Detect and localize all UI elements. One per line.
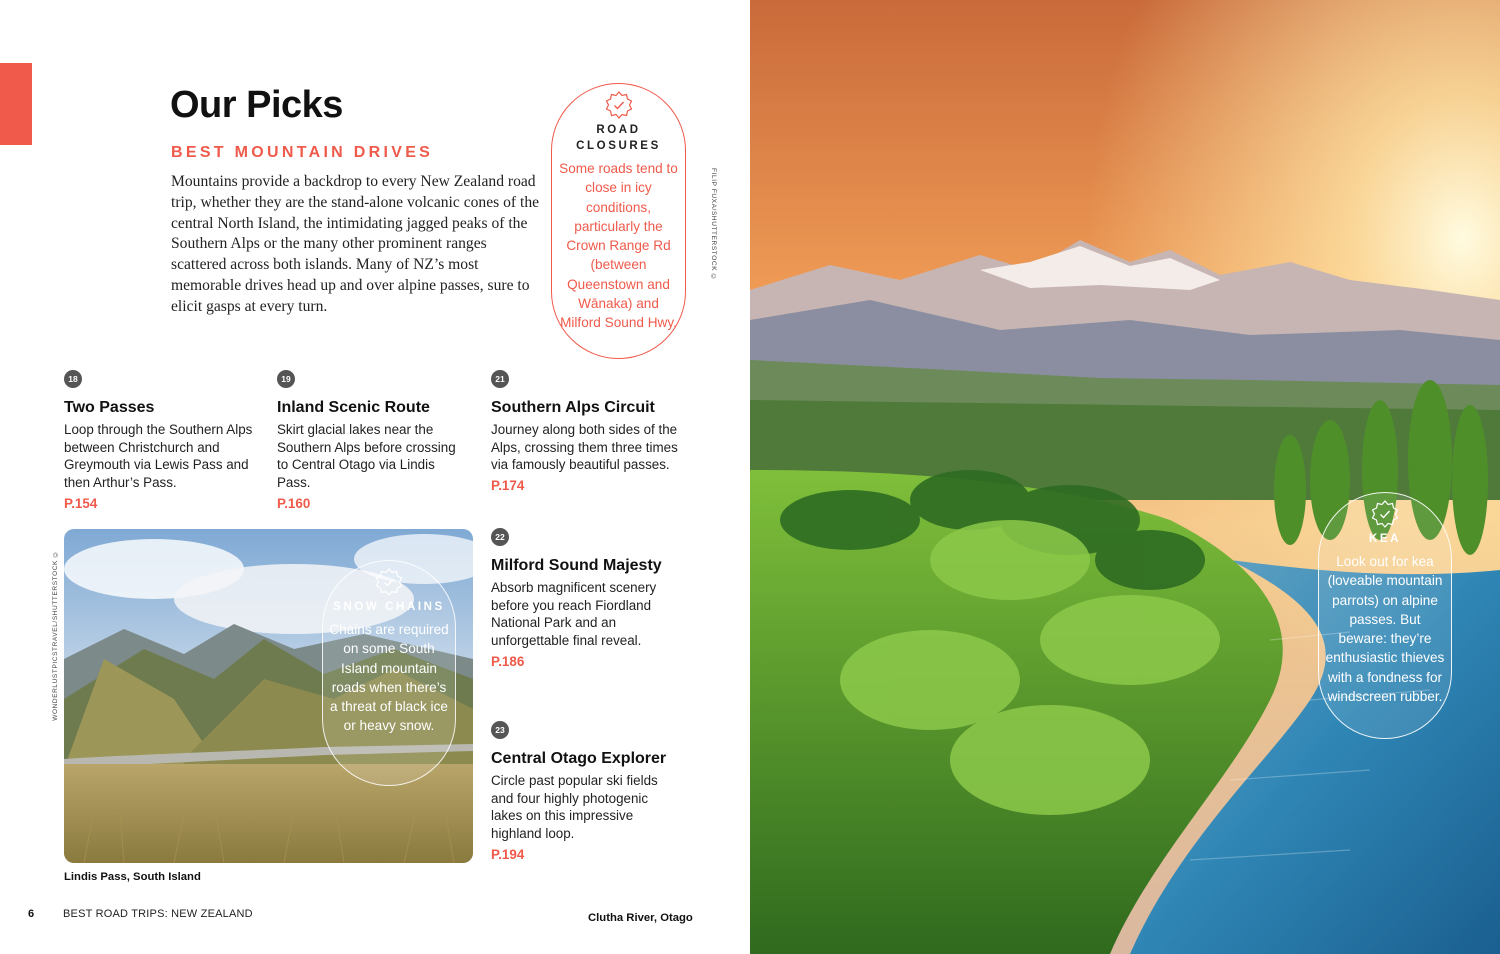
book-title: BEST ROAD TRIPS: NEW ZEALAND — [63, 908, 253, 920]
pick-description: Loop through the Southern Alps between Christchurch and Greymouth via Lewis Pass and then Arthur’s Pass. — [64, 422, 253, 491]
road-closures-heading-line1: ROAD — [596, 124, 641, 136]
clutha-photo-caption: Clutha River, Otago — [588, 912, 693, 924]
pick-page-link[interactable]: P.194 — [491, 846, 525, 862]
pick-description: Absorb magnificent scenery before you reach Fiordland National Park and an unforgettable final reveal. — [491, 580, 657, 649]
snow-chains-heading: SNOW CHAINS — [333, 601, 445, 613]
pick-item-inland-scenic-route[interactable] — [277, 370, 467, 511]
pick-item-southern-alps-circuit[interactable] — [491, 370, 681, 493]
pick-page-link[interactable]: P.154 — [64, 495, 98, 511]
lindis-pass-photo — [64, 529, 473, 863]
snow-chains-body: Chains are required on some South Island mountain roads when there’s a threat of black ice or heavy snow. — [329, 622, 449, 734]
road-closures-callout — [551, 83, 686, 359]
section-tab-marker — [0, 63, 32, 145]
page-title: Our Picks — [170, 84, 343, 126]
pick-number-badge: 23 — [491, 721, 509, 739]
snow-chains-callout — [322, 560, 456, 786]
pick-name: Two Passes — [64, 399, 155, 416]
intro-paragraph: Mountains provide a backdrop to every New Zealand road trip, whether they are the stand-alone volcanic cones of the central North Island, the intimidating jagged peaks of the Southern Alps or the many other prominent ranges scattered across both islands. Many of NZ’s most memorable drives head up and over alpine passes, sure to elicit gasps at every turn. — [171, 173, 540, 315]
page-number: 6 — [28, 908, 35, 920]
pick-page-link[interactable]: P.174 — [491, 478, 525, 494]
pick-description: Journey along both sides of the Alps, crossing them three times via famously beautiful passes. — [491, 422, 678, 473]
pick-number-badge: 19 — [277, 370, 295, 388]
kea-heading: KEA — [1368, 533, 1402, 545]
pick-number-badge: 18 — [64, 370, 82, 388]
pick-description: Skirt glacial lakes near the Southern Alps before crossing to Central Otago via Lindis Pass. — [277, 422, 456, 491]
checkmark-badge-icon — [1370, 499, 1400, 529]
pick-name: Southern Alps Circuit — [491, 399, 655, 416]
photo-credit-clutha: FILIP FUXA/SHUTTERSTOCK © — [710, 168, 717, 282]
pick-name: Milford Sound Majesty — [491, 557, 662, 574]
clutha-river-photo — [750, 0, 1500, 954]
pick-item-two-passes[interactable] — [64, 370, 254, 511]
pick-page-link[interactable]: P.186 — [491, 653, 525, 669]
pick-item-milford-sound-majesty[interactable] — [491, 528, 681, 669]
pick-page-link[interactable]: P.160 — [277, 495, 311, 511]
clutha-landscape-illustration — [750, 0, 1500, 954]
lindis-photo-caption: Lindis Pass, South Island — [64, 871, 201, 883]
pick-description: Circle past popular ski fields and four highly photogenic lakes on this impressive highland loop. — [491, 773, 658, 842]
section-subtitle: BEST MOUNTAIN DRIVES — [171, 144, 434, 161]
road-closures-heading-line2: CLOSURES — [576, 140, 661, 152]
kea-body: Look out for kea (loveable mountain parrots) on alpine passes. But beware: they’re enthusiastic thieves with a fondness for windscreen rubber. — [1325, 554, 1445, 705]
pick-number-badge: 22 — [491, 528, 509, 546]
pick-name: Central Otago Explorer — [491, 750, 667, 767]
checkmark-badge-icon — [374, 567, 404, 597]
checkmark-badge-icon — [604, 90, 634, 120]
pick-item-central-otago-explorer[interactable] — [491, 721, 681, 862]
road-closures-body: Some roads tend to close in icy conditions, particularly the Crown Range Rd (between Queenstown and Wānaka) and Milford Sound Hwy. — [559, 161, 678, 331]
kea-callout — [1318, 492, 1452, 739]
pick-number-badge: 21 — [491, 370, 509, 388]
pick-name: Inland Scenic Route — [277, 399, 430, 416]
photo-credit-lindis: WONDERLUSTPICSTRAVEL/SHUTTERSTOCK © — [52, 550, 59, 721]
